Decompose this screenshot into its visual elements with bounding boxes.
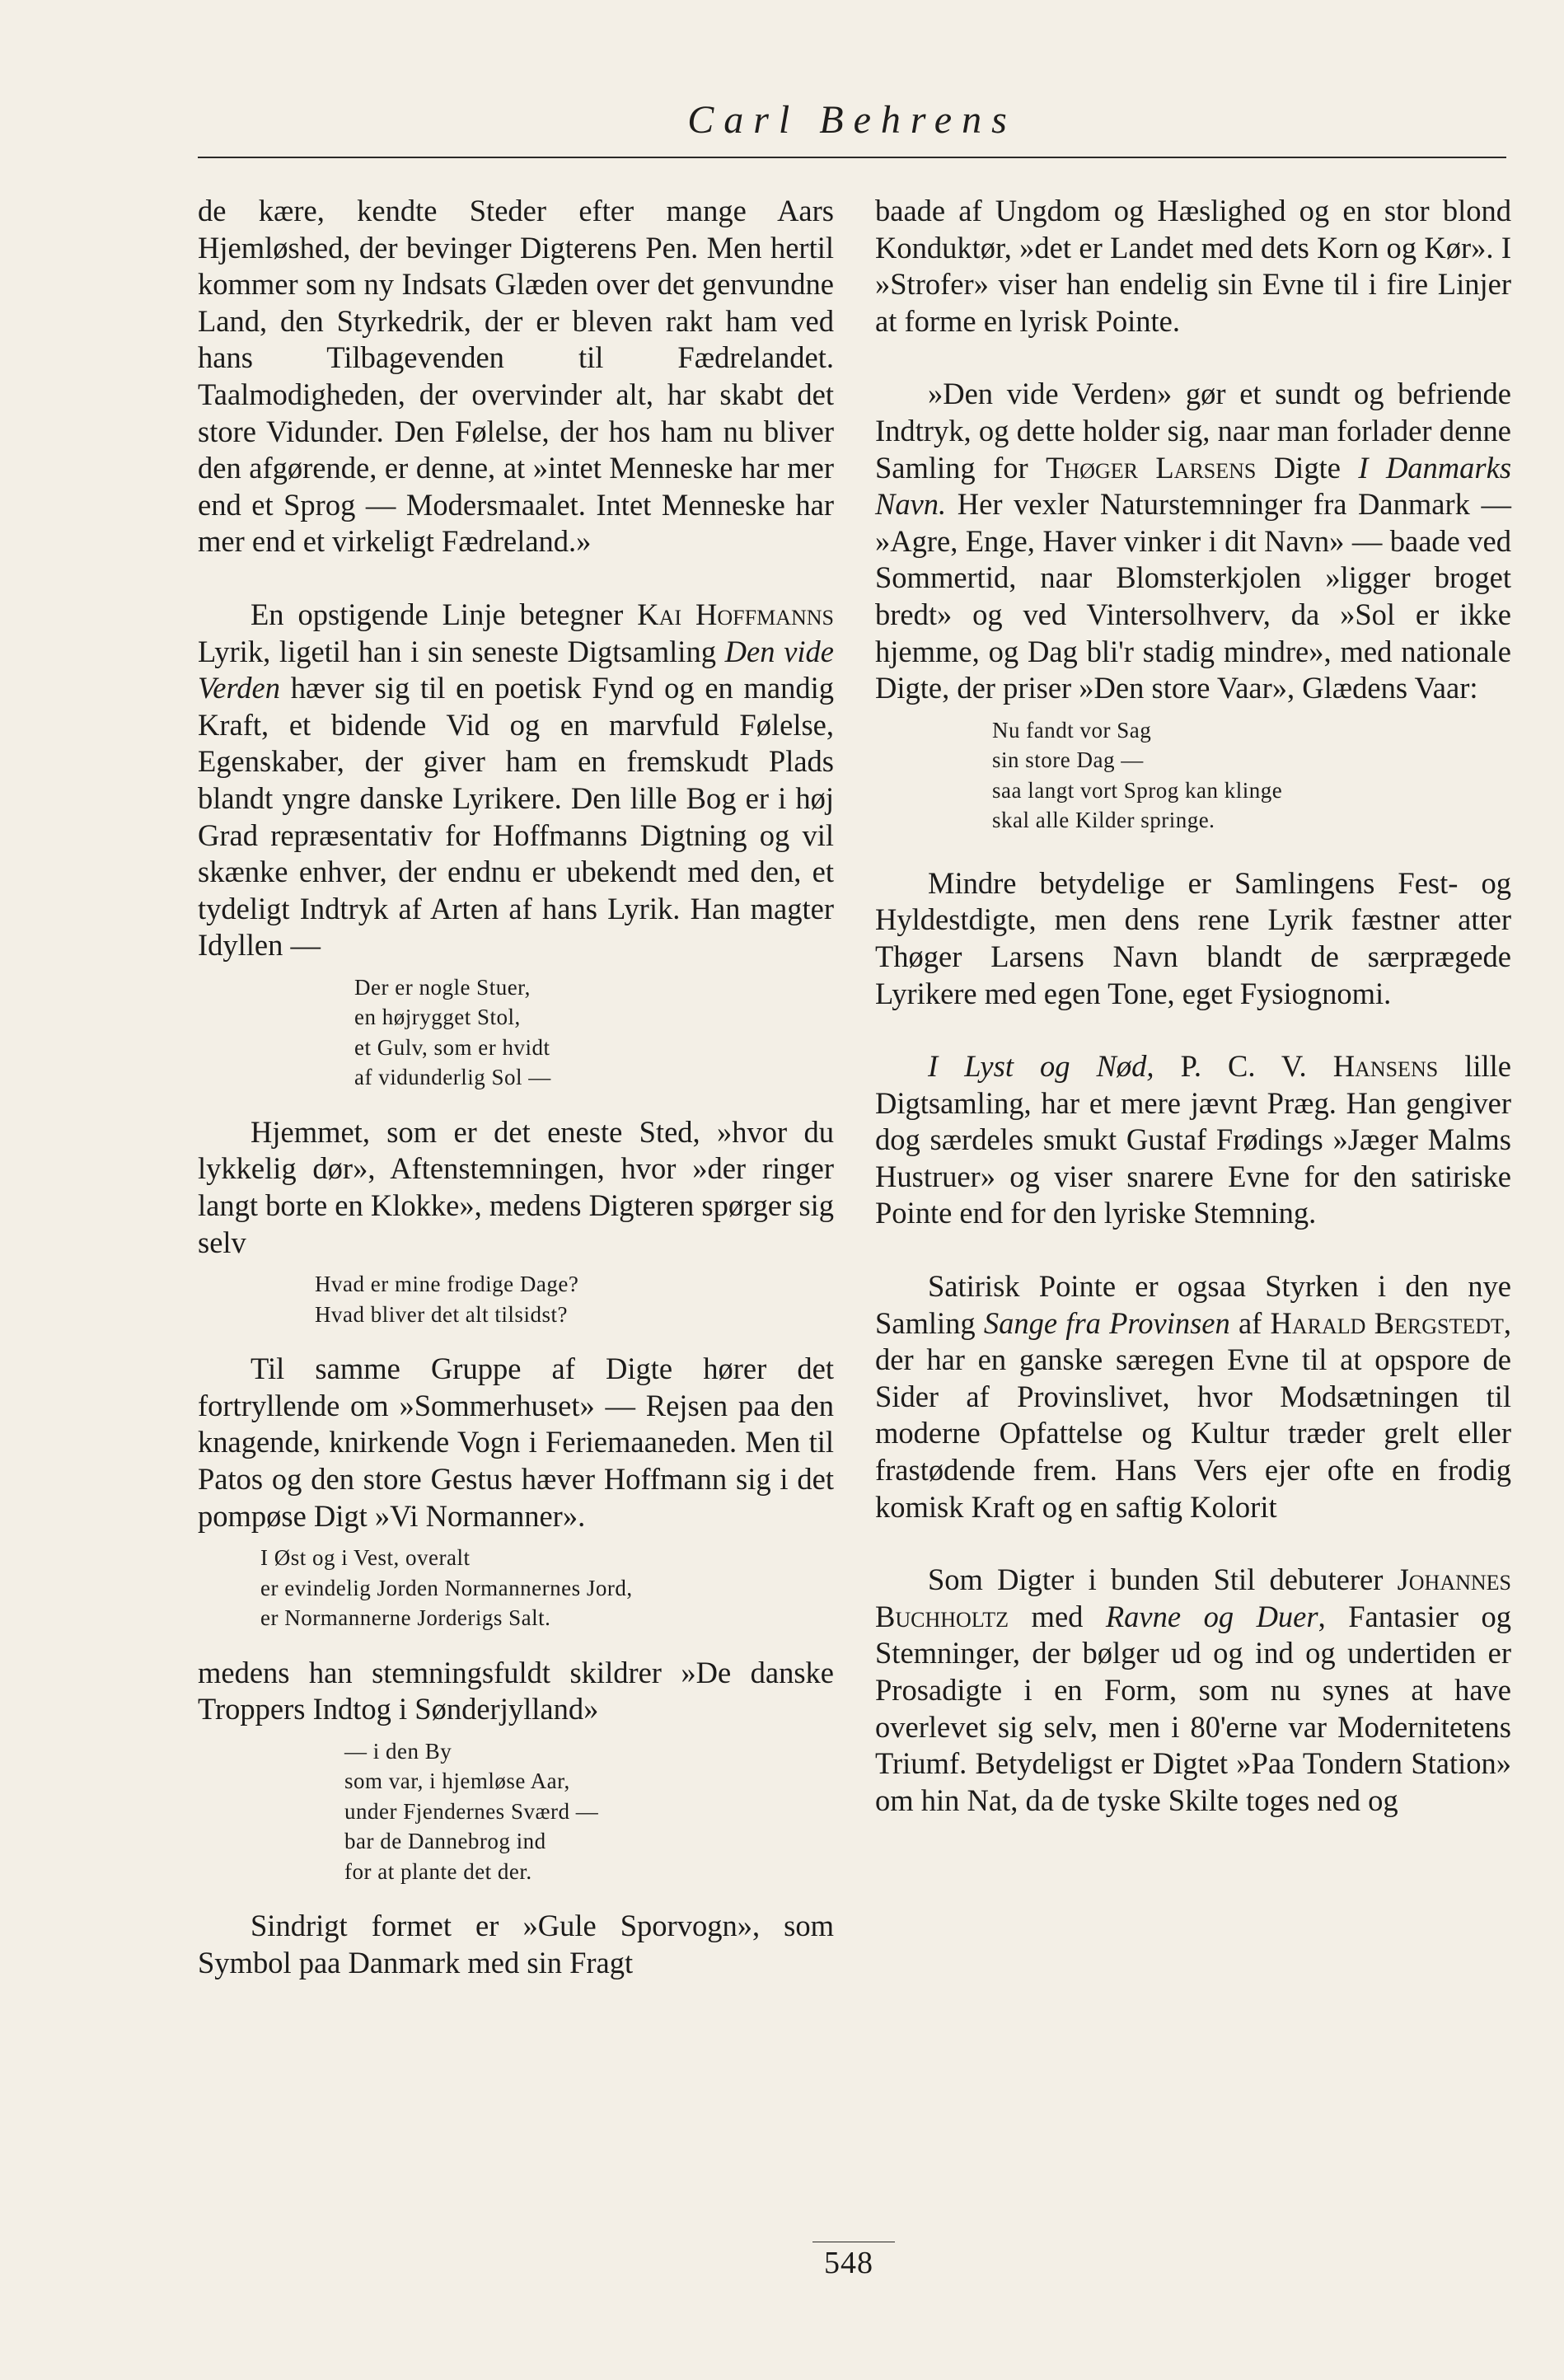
author-name: Johannes Buchholtz: [875, 1562, 1511, 1633]
book-title: Ravne og Duer: [1105, 1599, 1318, 1633]
verse-line: er Normannerne Jorderigs Salt.: [260, 1605, 551, 1631]
verse-quote-2: [198, 1269, 834, 1329]
verse-line: et Gulv, som er hvidt: [354, 1034, 550, 1060]
header-rule: [198, 157, 1506, 158]
text-run: Som Digter i bunden Stil debuterer: [928, 1562, 1398, 1597]
left-column: [198, 193, 834, 1982]
verse-line: af vidunderlig Sol —: [354, 1065, 551, 1090]
right-paragraph-5: [875, 1268, 1511, 1525]
right-paragraph-6: [875, 1562, 1511, 1819]
author-name: Hansens: [1332, 1049, 1439, 1084]
left-paragraph-4: Til samme Gruppe af Digte hører det fortryllende om »Sommerhuset» — Rejsen paa den knagende, knirkende Vogn i Feriemaaneden. Men til Patos og den store Gestus hæver Hoffmann sig i det pompøse Digt »Vi Normanner».: [198, 1352, 834, 1533]
verse-line: bar de Dannebrog ind: [344, 1829, 546, 1854]
verse-line: under Fjendernes Sværd —: [344, 1798, 599, 1824]
author-name: Harald Bergstedt: [1270, 1305, 1504, 1340]
verse-line: Hvad er mine frodige Dage?: [315, 1272, 579, 1297]
book-title: Sange fra Provinsen: [983, 1305, 1230, 1340]
text-run: Lyrik, ligetil han i sin seneste Digtsamling: [198, 634, 725, 668]
text-run: af: [1229, 1305, 1271, 1340]
text-run: »Den vide Verden» gør et sundt og befriende Indtryk, og dette holder sig, naar man forlader denne Samling for: [875, 377, 1511, 485]
right-paragraph-3: Mindre betydelige er Samlingens Fest- og Hyldestdigte, men dens rene Lyrik fæstner atter Thøger Larsens Navn blandt de særprægede Lyrikere med egen Tone, eget Fysiognomi.: [875, 865, 1511, 1010]
verse-line: Hvad bliver det alt tilsidst?: [315, 1301, 568, 1327]
running-title: Carl Behrens: [687, 98, 1017, 142]
verse-line: er evindelig Jorden Normannernes Jord,: [260, 1575, 633, 1600]
verse-line: som var, i hjemløse Aar,: [344, 1769, 570, 1794]
left-paragraph-1: de kære, kendte Steder efter mange Aars Hjemløshed, der bevinger Digterens Pen. Men hertil kommer som ny Indsats Glæden over det genvundne Land, den Styrkedrik, der er bleven rakt ham ved hans Tilbagevenden til Fædrelandet. Taalmodigheden, der overvinder alt, har skabt det store Vidunder. Den Følelse, der hos ham nu bliver den afgørende, er denne, at »intet Menneske har mer end et Sprog — Modersmaalet. Intet Menneske har mer end et virkeligt Fædreland.»: [198, 194, 834, 559]
text-run: Digte: [1256, 450, 1359, 485]
verse-line: Der er nogle Stuer,: [354, 974, 531, 1000]
text-run: P. C. V.: [1154, 1049, 1333, 1084]
verse-quote-5: [875, 715, 1511, 836]
text-run: En opstigende Linje betegner: [251, 597, 638, 631]
book-title: I Danmarks Navn.: [875, 450, 1512, 522]
verse-line: — i den By: [344, 1738, 452, 1764]
right-paragraph-2: [875, 376, 1511, 706]
verse-quote-1: [198, 972, 834, 1093]
book-title: I Lyst og Nød,: [928, 1049, 1154, 1084]
verse-line: saa langt vort Sprog kan klinge: [992, 777, 1283, 803]
text-run: , Fantasier og Stemninger, der bølger ud og ind og undertiden er Prosadigte i en Form, som nu synes at have overlevet sig selv, men i 80'erne var Modernitetens Triumf. Betydeligst er Digtet »Paa Tondern Station» om hin Nat, da de tyske Skilte toges ned og: [875, 1599, 1511, 1817]
text-run: Her vexler Naturstemninger fra Danmark — »Agre, Enge, Haver vinker i dit Navn» — baade ved Sommertid, naar Blomsterkjolen »ligger broget bredt» og ved Vintersolhverv, da »Sol er ikke hjemme, og Dag bli'r stadig mindre», med nationale Digte, der priser »Den store Vaar», Glædens Vaar:: [875, 487, 1511, 705]
left-paragraph-5: medens han stemningsfuldt skildrer »De danske Troppers Indtog i Sønderjylland»: [198, 1655, 834, 1726]
verse-line: I Øst og i Vest, overalt: [260, 1545, 471, 1571]
verse-line: sin store Dag —: [992, 747, 1144, 773]
text-run: Satirisk Pointe er ogsaa Styrken i den nye Samling: [875, 1269, 1511, 1340]
text-run: hæver sig til en poetisk Fynd og en mandig Kraft, et bidende Vid og en marvfuld Følelse, Egenskaber, der giver ham en fremskudt Plads blandt yngre danske Lyrikere. Den lille Bog er i høj Grad repræsentativ for Hoffmanns Digtning og vil skænke enhver, der endnu er ubekendt med den, et tydeligt Indtryk af Arten af hans Lyrik. Han magter Idyllen —: [198, 671, 834, 963]
author-name: Thøger Larsens: [1046, 450, 1257, 485]
verse-line: skal alle Kilder springe.: [992, 808, 1215, 833]
right-column: [875, 193, 1511, 1819]
left-paragraph-6: Sindrigt formet er »Gule Sporvogn», som Symbol paa Danmark med sin Fragt: [198, 1909, 834, 1979]
verse-line: for at plante det der.: [344, 1858, 532, 1884]
author-name: Kai Hoffmanns: [637, 597, 834, 631]
verse-quote-3: [198, 1543, 834, 1633]
verse-line: en højrygget Stol,: [354, 1005, 521, 1030]
left-paragraph-2: [198, 597, 834, 964]
page-number: 548: [824, 2246, 873, 2280]
text-run: med: [1009, 1599, 1106, 1633]
verse-line: Nu fandt vor Sag: [992, 717, 1152, 743]
right-paragraph-4: [875, 1048, 1511, 1232]
book-title: Den vide Verden: [198, 634, 834, 705]
text-run: , der har en ganske særegen Evne til at opspore de Sider af Provinslivet, hvor Modsætningen til moderne Opfattelse og Kultur træder grelt eller frastødende frem. Hans Vers ejer ofte en frodig komisk Kraft og en saftig Kolorit: [875, 1305, 1512, 1524]
left-paragraph-3: Hjemmet, som er det eneste Sted, »hvor du lykkelig dør», Aftenstemningen, hvor »der ringer langt borte en Klokke», medens Digteren spørger sig selv: [198, 1114, 834, 1259]
right-paragraph-1: baade af Ungdom og Hæslighed og en stor blond Konduktør, »det er Landet med dets Korn og Kør». I »Strofer» viser han endelig sin Evne til i fire Linjer at forme en lyrisk Pointe.: [875, 194, 1511, 338]
text-run: lille Digtsamling, har et mere jævnt Præg. Han gengiver dog særdeles smukt Gustaf Frødings »Jæger Malms Hustruer» og viser snarere Evne for den satiriske Pointe end for den lyriske Stemning.: [875, 1049, 1511, 1230]
verse-quote-4: [198, 1736, 834, 1887]
